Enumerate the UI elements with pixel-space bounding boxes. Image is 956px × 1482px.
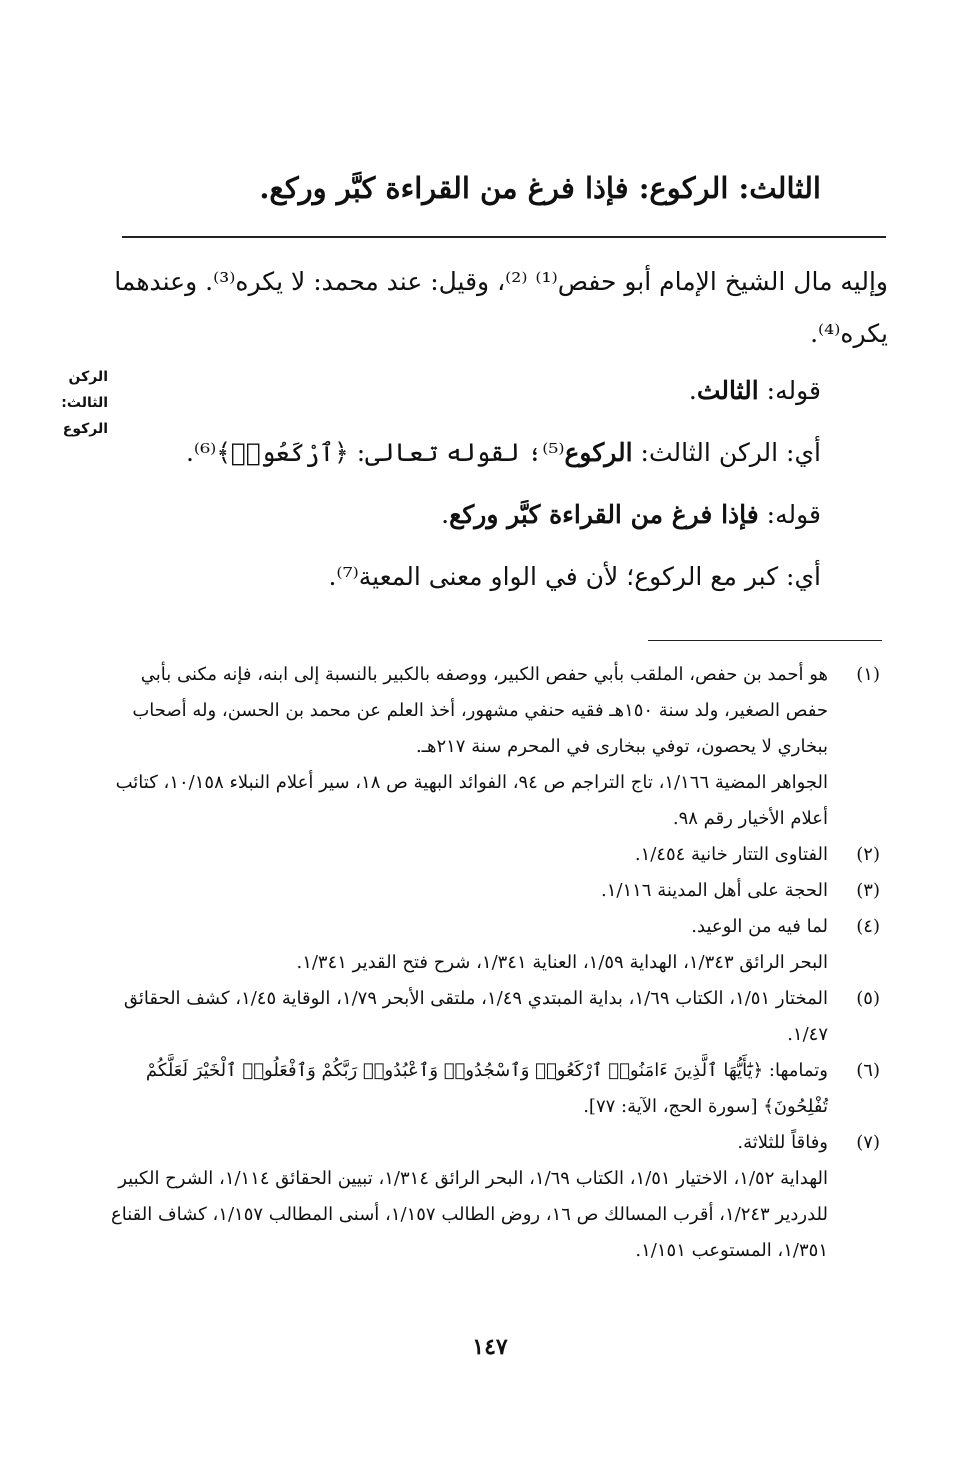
body-text: قوله: xyxy=(758,500,821,529)
body-bold: الثالث xyxy=(696,376,759,405)
margin-note-line: الثالث: xyxy=(61,395,108,411)
body-text: . xyxy=(441,500,450,529)
footnote-text: الحجة على أهل المدينة ١/١١٦. xyxy=(600,880,828,901)
body-line xyxy=(101,492,821,554)
footnote-number: (٣) xyxy=(856,880,880,901)
footnote xyxy=(110,657,880,837)
footnote-text: لما فيه من الوعيد. xyxy=(691,916,828,937)
footnote-text: المختار ١/٥١، الكتاب ١/٦٩، بداية المبتدي ١/٤٩، ملتقى الأبحر ١/٧٩، الوقاية ١/٤٥، كشف الحقائق ١/٤٧. xyxy=(123,988,828,1045)
body-text: ⁽⁵⁾؛ لقوله تعالى: ﴿ٱرْكَعُوا۟﴾⁽⁶⁾. xyxy=(185,438,565,467)
body-text: . xyxy=(688,376,697,405)
footnote-text: وتمامها: ﴿يَٰٓأَيُّهَا ٱلَّذِينَ ءَامَنُوا۟ ٱرْكَعُوا۟ وَٱسْجُدُوا۟ وَٱعْبُدُوا۟ رَبَّكُمْ وَٱفْعَلُوا۟ ٱلْخَيْرَ لَعَلَّكُمْ تُفْلِحُونَ﴾ [سورة الحج، الآية: ٧٧]. xyxy=(145,1060,828,1117)
body-line xyxy=(101,368,821,430)
body-bold: الركوع xyxy=(564,438,633,467)
footnote xyxy=(110,909,880,981)
commentary-body xyxy=(101,368,821,616)
body-line xyxy=(101,430,821,492)
footnote-source: الهداية ١/٥٢، الاختيار ١/٥١، الكتاب ١/٦٩، البحر الرائق ١/٣١٤، تبيين الحقائق ١/١١٤، الشرح الكبير للدردير ١/٢٤٣، أقرب المسالك ص ١٦، روض الطالب ١/١٥٧، أسنى المطالب ١/١٥٧، كشاف القناع ١/٣٥١، المستوعب ١/١٥١. xyxy=(111,1168,828,1261)
footnotes xyxy=(110,657,880,1269)
footnote-source: الجواهر المضية ١/١٦٦، تاج التراجم ص ٩٤، الفوائد البهية ص ١٨، سير أعلام النبلاء ١٠/١٥٨، كتائب أعلام الأخيار رقم ٩٨. xyxy=(115,772,828,829)
footnote xyxy=(110,873,880,909)
body-line: أي: كبر مع الركوع؛ لأن في الواو معنى المعية⁽⁷⁾. xyxy=(328,562,821,591)
matn-header: الثالث: الركوع: فإذا فرغ من القراءة كبَّر وركع. xyxy=(259,171,821,205)
footnote-number: (٢) xyxy=(856,844,880,865)
footnote-number: (٧) xyxy=(856,1132,880,1153)
footnote-number: (١) xyxy=(856,664,880,685)
body-bold: فإذا فرغ من القراءة كبَّر وركع xyxy=(449,500,759,529)
footnote-number: (٤) xyxy=(856,916,880,937)
page-number: ١٤٧ xyxy=(472,1334,508,1360)
footnote xyxy=(110,1053,880,1125)
footnote-text: هو أحمد بن حفص، الملقب بأبي حفص الكبير، ووصفه بالكبير بالنسبة إلى ابنه، فإنه مكنى بأبي حفص الصغير، ولد سنة ١٥٠هـ فقيه حنفي مشهور، أخذ العلم عن محمد بن الحسن، وله أصحاب ببخاري لا يحصون، توفي ببخارى في المحرم سنة ٢١٧هـ. xyxy=(132,664,828,757)
footnote xyxy=(110,1125,880,1269)
top-divider xyxy=(122,236,886,238)
body-text: أي: الركن الثالث: xyxy=(632,438,821,467)
footnote-number: (٥) xyxy=(856,988,880,1009)
footnote xyxy=(110,837,880,873)
footnote-text: الفتاوى التتار خانية ١/٤٥٤. xyxy=(634,844,828,865)
margin-note xyxy=(24,364,108,442)
body-text: قوله: xyxy=(758,376,821,405)
prior-commentary: وإليه مال الشيخ الإمام أبو حفص⁽¹⁾ ⁽²⁾، وقيل: عند محمد: لا يكره⁽³⁾. وعندهما يكره⁽⁴⁾. xyxy=(114,267,888,348)
margin-note-line: الركن xyxy=(68,369,108,385)
footnote xyxy=(110,981,880,1053)
margin-note-line: الركوع xyxy=(62,421,108,437)
footnote-text: وفاقاً للثلاثة. xyxy=(737,1132,828,1153)
footnote-source: البحر الرائق ١/٣٤٣، الهداية ١/٥٩، العناية ١/٣٤١، شرح فتح القدير ١/٣٤١. xyxy=(296,952,828,973)
footnote-divider xyxy=(648,640,882,641)
footnote-number: (٦) xyxy=(856,1060,880,1081)
